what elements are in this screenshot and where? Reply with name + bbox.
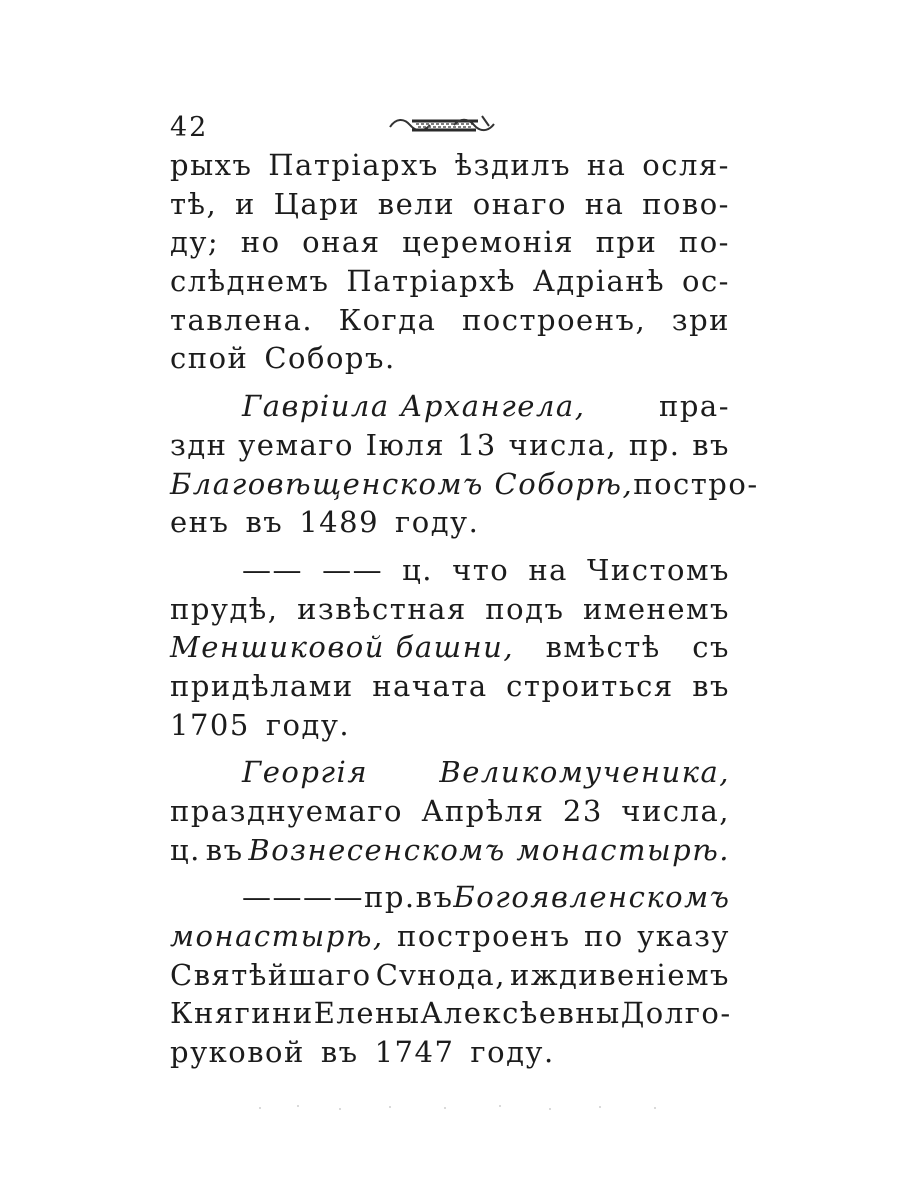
text-line [170,831,730,870]
word: при [595,225,658,260]
paper-specks [250,1096,670,1116]
word: Когда [338,302,437,337]
word: именемъ [582,591,730,626]
word: Адріанѣ [532,264,666,299]
word: пово- [642,186,730,221]
word: 1489 [299,505,380,540]
word: ц. [402,552,433,587]
word: по [583,919,624,954]
word: Елены [313,996,421,1031]
word: постро- [633,466,759,501]
word: Апрѣля [421,794,545,828]
word: Цари [273,186,361,221]
word: спой [170,341,249,376]
word: —— [242,552,303,587]
word: Соборъ. [264,341,396,376]
word: осля- [642,148,730,182]
word: Святѣйшаго [170,957,372,992]
italic-word: Георгiя [242,755,369,790]
italic-word: Благовѣщенскомъ Соборѣ, [170,466,634,501]
word: на [584,186,625,221]
word: Алексѣевны [420,996,621,1031]
word: въ [692,668,730,703]
text-line [170,706,730,745]
text-line [170,878,730,917]
word: 13 [456,427,497,462]
word: но [240,225,281,260]
word: 1705 [170,707,250,742]
word: построенъ [397,919,571,954]
word: Патріархъ [268,148,439,182]
word: оная [302,225,381,260]
text-line [170,917,730,956]
word: празднуемаго [170,794,403,828]
text-line [170,185,730,224]
word: пр. [364,880,416,915]
text-line [170,387,730,426]
word: году. [395,505,480,540]
word: что [452,552,510,587]
word: Патріархѣ [346,264,517,299]
word: 23 [562,794,603,828]
text-line [170,223,730,262]
word: подъ [485,591,565,626]
word: тѣ, [170,186,218,221]
word: пра- [659,389,730,424]
word: въ [245,505,284,540]
word: году. [470,1035,555,1070]
italic-word: Великомученика, [439,755,730,790]
italic-word: Меншиковой башни, [170,630,515,665]
italic-word: Гаврiила Архангела, [242,389,586,424]
word: ц. [170,832,201,867]
word: ѣздилъ [454,148,572,182]
word: прудѣ, [170,591,279,626]
word: тавлена. [170,302,314,337]
word: Iюля [365,427,446,462]
word: 1747 [374,1035,455,1070]
word: указу [637,919,730,954]
word: строиться [506,668,674,703]
word: Сvнода, [375,957,506,992]
word: церемонія [402,225,575,260]
text-line [170,262,730,301]
text-line [170,792,730,831]
word: руковой [170,1035,305,1070]
word: пр. [628,427,681,462]
text-line [170,503,730,542]
word: въ [205,832,244,867]
word: здн уемаго [170,427,354,462]
word: и [234,186,256,221]
word: году. [265,707,351,742]
italic-word: Богоявленскомъ [453,880,731,915]
italic-word: монастырѣ, [170,919,384,954]
text-line [170,301,730,340]
text-line [170,146,730,185]
word: придѣлами [170,668,354,703]
word: —— [303,880,364,915]
text-line [170,465,759,504]
word: на [528,552,568,587]
word: иждивеніемъ [510,957,730,992]
word: начата [372,668,488,703]
word: —— [322,552,384,587]
word: въ [320,1035,359,1070]
text-line [170,994,730,1033]
word: на [586,148,627,182]
word: онаго [472,186,567,221]
word: Чистомъ [587,552,730,587]
text-line [170,1033,730,1072]
word: числа, [621,794,730,828]
word: въ [415,880,454,915]
word: ос- [681,264,730,299]
headpiece-ornament-icon [386,112,498,138]
word: Долго- [620,996,732,1031]
word: по- [678,225,730,260]
text-line [170,956,730,995]
page-number: 42 [170,112,209,143]
word: ду; [170,225,220,260]
word: вмѣстѣ [545,630,661,665]
text-line [170,551,730,590]
word: енъ [170,505,230,540]
word: въ [692,427,730,462]
text-line [170,628,730,667]
word: съ [692,630,730,665]
word: числа, [508,427,618,462]
text-line [170,590,730,629]
italic-word: Вознесенскомъ монастырѣ. [248,832,730,867]
word: слѣднемъ [170,264,330,299]
text-line [170,753,730,792]
text-line [170,426,730,465]
main-text [170,146,759,1072]
word: —— [242,880,303,915]
word: Княгини [170,996,314,1031]
word: извѣстная [297,591,467,626]
text-line [170,667,730,706]
word: вели [377,186,456,221]
text-line [170,339,730,378]
word: построенъ, [461,302,647,337]
word: рыхъ [170,148,253,182]
word: зри [671,302,730,337]
